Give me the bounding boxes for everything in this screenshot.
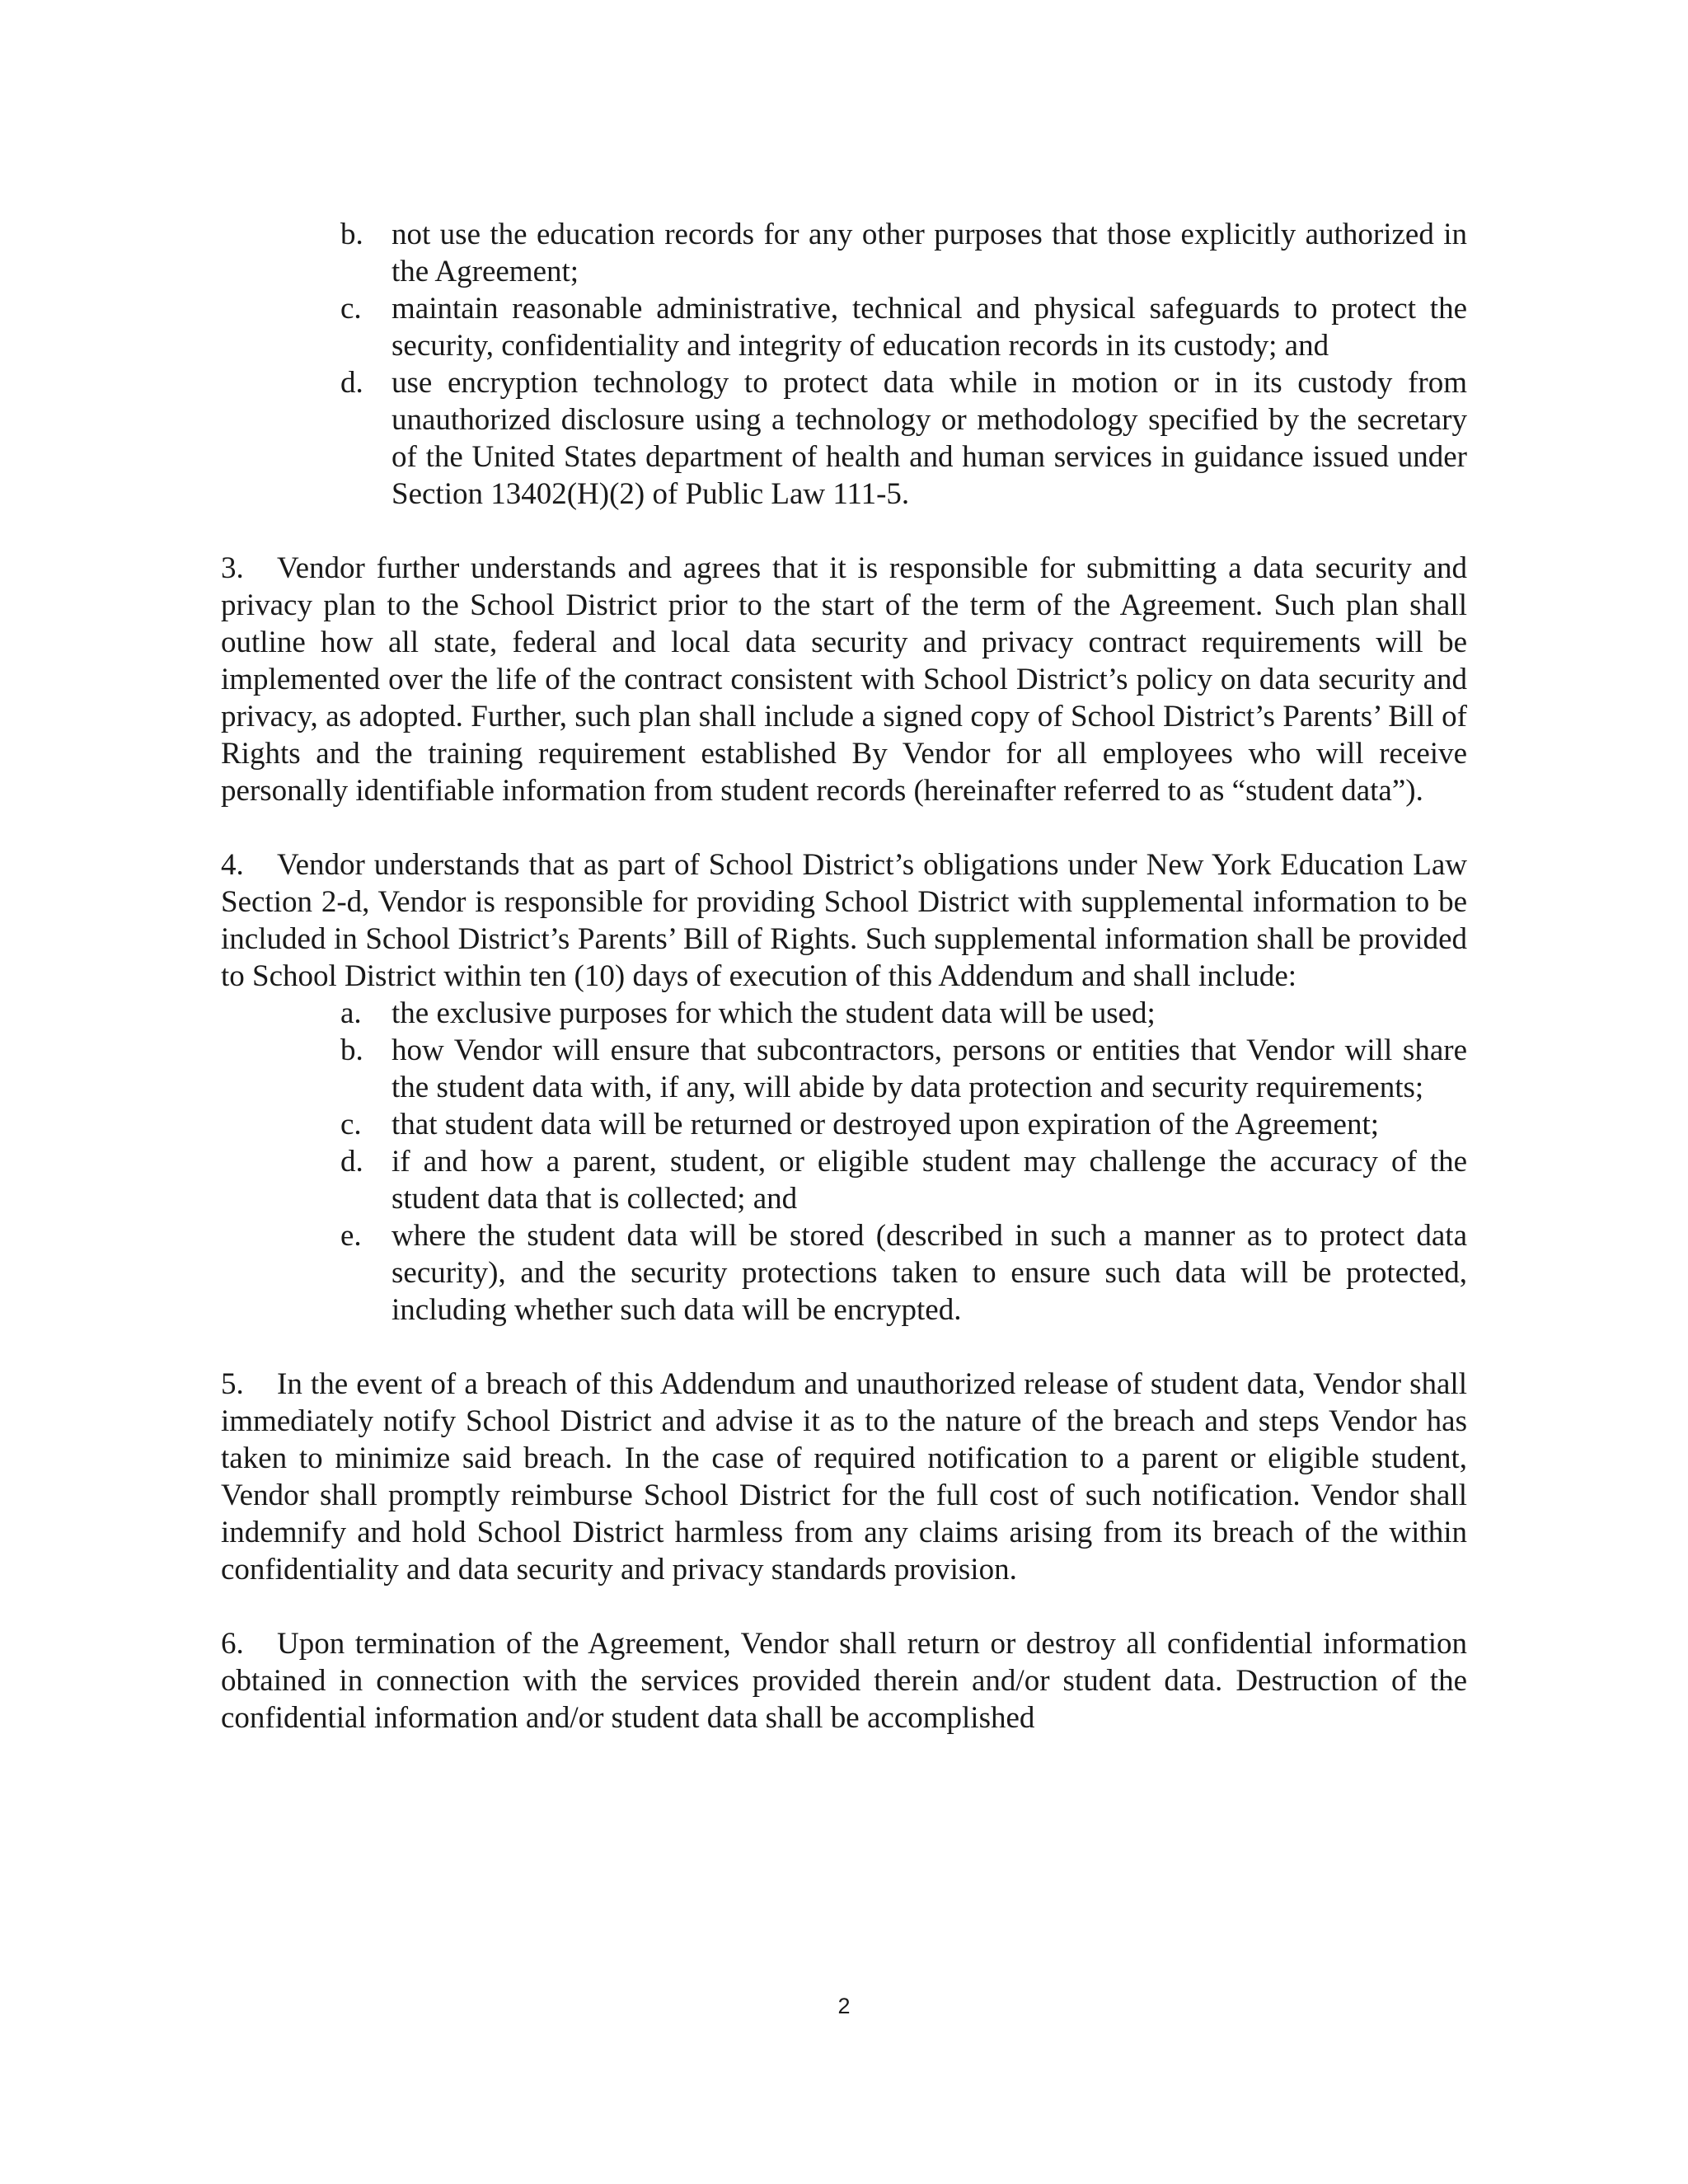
list-marker: a. — [340, 996, 362, 1030]
list-item-text: maintain reasonable administrative, technical and physical safeguards to protect the security, confidentiality and integrity of education records in its custody; and — [392, 292, 1467, 363]
list-item — [340, 995, 1467, 1032]
section-6-paragraph — [221, 1625, 1467, 1736]
section-text: Vendor understands that as part of School District’s obligations under New York Education Law Section 2-d, Vendor is responsible for providing School District with supplemental information to be included in School District’s Parents’ Bill of Rights. Such supplemental information shall be provided to School District within ten (10) days of execution of this Addendum and shall include: — [221, 848, 1467, 993]
section-text: Vendor further understands and agrees that it is responsible for submitting a data security and privacy plan to the School District prior to the start of the term of the Agreement. Such plan shall outline how all state, federal and local data security and privacy contract requirements will be implemented over the life of the contract consistent with School District’s policy on data security and privacy, as adopted. Further, such plan shall include a signed copy of School District’s Parents’ Bill of Rights and the training requirement established By Vendor for all employees who will receive personally identifiable information from student records (hereinafter referred to as “student data”). — [221, 551, 1467, 808]
supplemental-info-list — [221, 995, 1467, 1329]
list-item-text: the exclusive purposes for which the student data will be used; — [392, 996, 1156, 1030]
list-item-text: if and how a parent, student, or eligible student may challenge the accuracy of the student data that is collected; and — [392, 1145, 1467, 1216]
list-marker: c. — [340, 292, 362, 326]
list-item — [340, 216, 1467, 290]
list-item — [340, 1106, 1467, 1143]
list-marker: e. — [340, 1219, 362, 1253]
continued-safeguards-list — [221, 216, 1467, 513]
list-item — [340, 290, 1467, 364]
document-page — [221, 216, 1467, 1736]
list-marker: b. — [340, 218, 363, 251]
section-number: 6. — [221, 1627, 244, 1661]
list-marker: b. — [340, 1033, 363, 1067]
list-item-text: how Vendor will ensure that subcontractors, persons or entities that Vendor will share the student data with, if any, will abide by data protection and security requirements; — [392, 1033, 1467, 1104]
section-4-paragraph — [221, 846, 1467, 995]
page-number: 2 — [837, 1994, 851, 2018]
list-item-text: use encryption technology to protect data while in motion or in its custody from unauthorized disclosure using a technology or methodology specified by the secretary of the United States department of health and human services in guidance issued under Section 13402(H)(2) of Public Law 111-5. — [392, 366, 1467, 511]
section-text: In the event of a breach of this Addendum and unauthorized release of student data, Vendor shall immediately notify School District and advise it as to the nature of the breach and steps Vendor has taken to minimize said breach. In the case of required notification to a parent or eligible student, Vendor shall promptly reimburse School District for the full cost of such notification. Vendor shall indemnify and hold School District harmless from any claims arising from its breach of the within confidentiality and data security and privacy standards provision. — [221, 1367, 1467, 1586]
list-item-text: where the student data will be stored (described in such a manner as to protect data security), and the security protections taken to ensure such data will be protected, including whether such data will be encrypted. — [392, 1219, 1467, 1327]
section-number: 3. — [221, 551, 244, 585]
list-item — [340, 1143, 1467, 1217]
list-marker: c. — [340, 1108, 362, 1141]
list-item-text: not use the education records for any other purposes that those explicitly authorized in the Agreement; — [392, 218, 1467, 288]
list-marker: d. — [340, 366, 363, 400]
section-text: Upon termination of the Agreement, Vendor shall return or destroy all confidential information obtained in connection with the services provided therein and/or student data. Destruction of the confidential information and/or student data shall be accomplished — [221, 1627, 1467, 1735]
section-number: 4. — [221, 848, 244, 882]
section-5-paragraph — [221, 1366, 1467, 1588]
list-item — [340, 364, 1467, 513]
list-item — [340, 1217, 1467, 1329]
list-item — [340, 1032, 1467, 1106]
list-marker: d. — [340, 1145, 363, 1179]
section-3-paragraph — [221, 550, 1467, 809]
section-number: 5. — [221, 1367, 244, 1401]
list-item-text: that student data will be returned or destroyed upon expiration of the Agreement; — [392, 1108, 1380, 1141]
